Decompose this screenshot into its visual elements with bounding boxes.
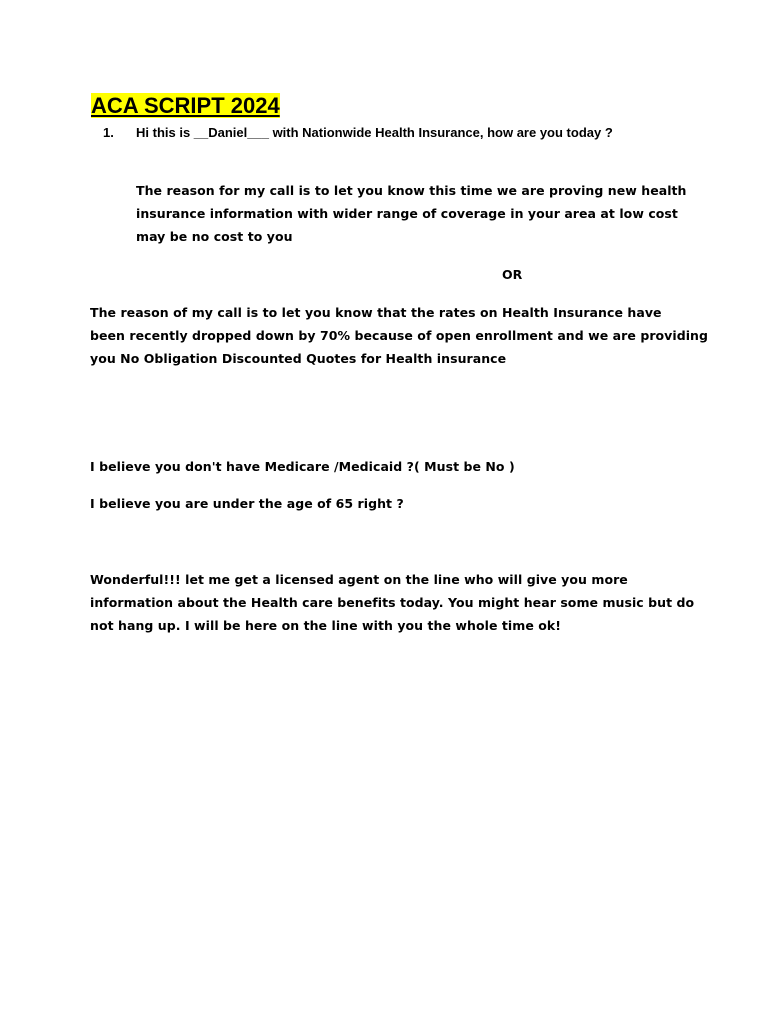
text-line: Wonderful!!! let me get a licensed agent on the line who will give you more — [90, 572, 628, 587]
text-line: The reason for my call is to let you know this time we are proving new health — [136, 183, 687, 198]
text-line: information about the Health care benefits today. You might hear some music but do — [90, 595, 695, 610]
text-line: The reason of my call is to let you know that the rates on Health Insurance have — [90, 305, 662, 320]
reason-paragraph-1 — [136, 179, 687, 248]
age-question: I believe you are under the age of 65 right ? — [90, 496, 404, 511]
text-line: not hang up. I will be here on the line with you the whole time ok! — [90, 618, 562, 633]
closing-paragraph — [90, 568, 694, 637]
or-separator: OR — [502, 267, 523, 282]
item-number: 1. — [103, 125, 114, 140]
reason-paragraph-2 — [90, 301, 708, 370]
text-line: you No Obligation Discounted Quotes for Health insurance — [90, 351, 507, 366]
title-highlight: ACA SCRIPT 2024 — [91, 93, 280, 118]
page-title — [90, 92, 281, 119]
text-line: may be no cost to you — [136, 229, 293, 244]
medicare-question: I believe you don't have Medicare /Medicaid ?( Must be No ) — [90, 459, 515, 474]
text-line: insurance information with wider range of coverage in your area at low cost — [136, 206, 678, 221]
text-line: been recently dropped down by 70% because of open enrollment and we are providing — [90, 328, 708, 343]
greeting-text: Hi this is __Daniel___ with Nationwide Health Insurance, how are you today ? — [136, 125, 613, 140]
